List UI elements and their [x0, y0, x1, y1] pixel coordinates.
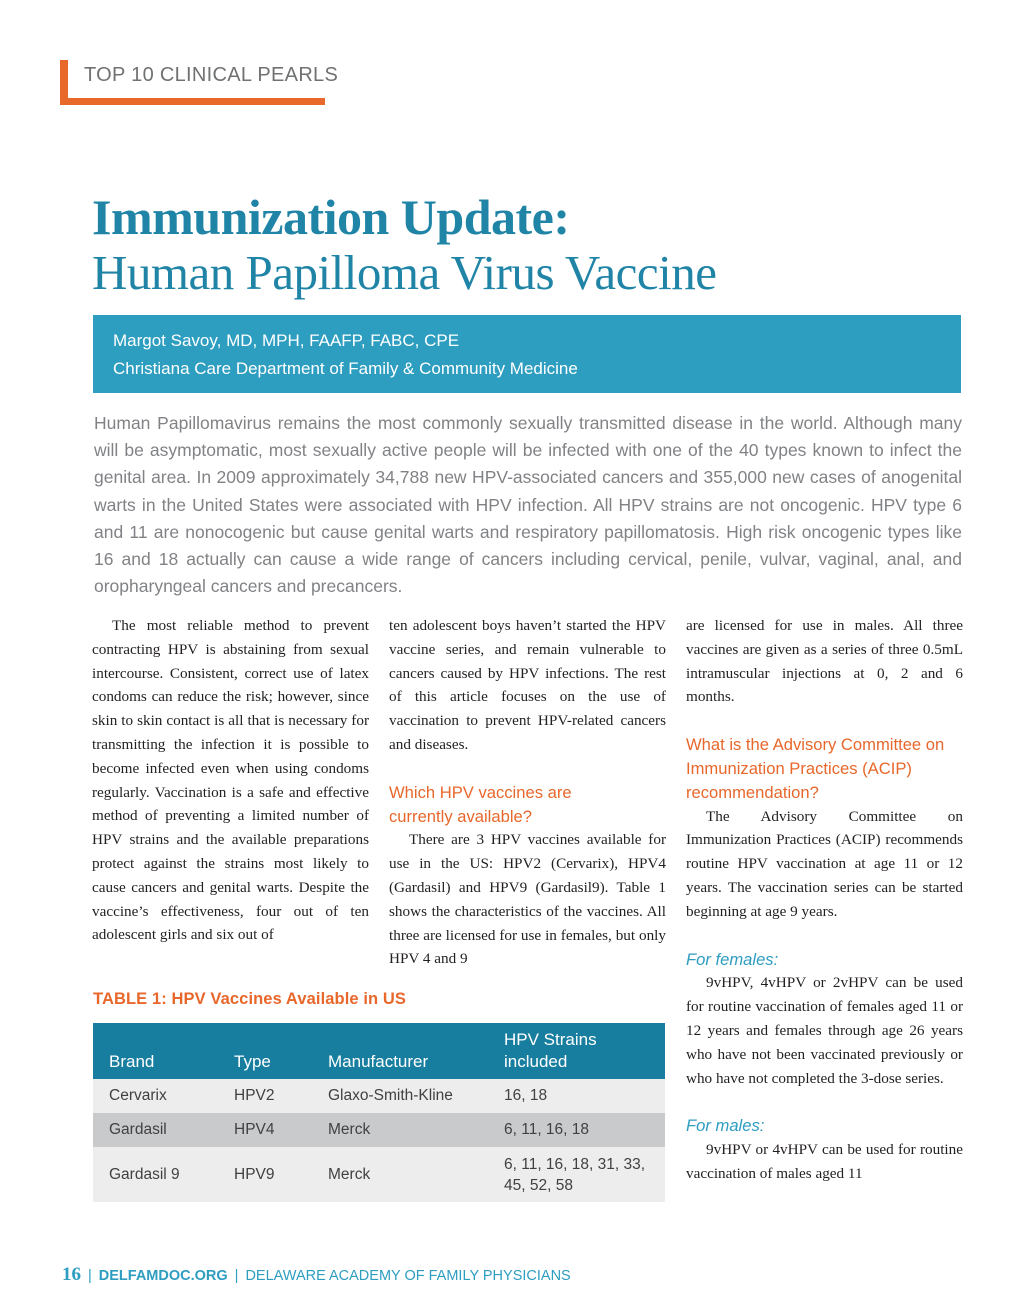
body-paragraph: The most reliable method to prevent contracting HPV is abstaining from sexual intercourse. Consistent, correct use of latex condoms can reduce the risk; however, since skin to skin contact is all that is necessary for transmitting the infection it is possible to become infected even when using condoms regularly. Vaccination is a safe and effective method of preventing a limited number of HPV strains and the available preparations protect against the strains most likely to cause cancers and genital warts. Despite the vaccine’s effectiveness, four out of ten adolescent girls and six out of: [92, 617, 369, 944]
article-subtitle: Human Papilloma Virus Vaccine: [92, 245, 717, 300]
table-cell: Glaxo-Smith-Kline: [328, 1087, 453, 1104]
footer-separator: |: [234, 1268, 239, 1284]
table-cell: HPV2: [234, 1087, 275, 1104]
spacer: [686, 924, 963, 948]
section-underline: [60, 98, 325, 105]
table-header-cell: Manufacturer: [328, 1052, 429, 1071]
table-title: TABLE 1: HPV Vaccines Available in US: [93, 990, 407, 1008]
section-label: TOP 10 CLINICAL PEARLS: [84, 64, 339, 86]
table-row: [93, 1147, 665, 1202]
body-column-2: [389, 614, 666, 971]
footer-site-link[interactable]: DELFAMDOC.ORG: [98, 1268, 228, 1284]
table-cell: Gardasil: [109, 1121, 167, 1138]
table-cell: Cervarix: [109, 1087, 167, 1104]
body-column-1: [92, 614, 369, 947]
table-row: [93, 1079, 665, 1113]
body-paragraph: There are 3 HPV vaccines available for use in the US: HPV2 (Cervarix), HPV4 (Gardasil) and HPV9 (Gardasil9). Table 1 shows the characteristics of the vaccines. All three are licensed for use in females, but only HPV 4 and 9: [389, 831, 666, 968]
subheading-males: For males:: [686, 1116, 765, 1136]
body-paragraph: 9vHPV, 4vHPV or 2vHPV can be used for routine vaccination of females aged 11 or 12 years and females through age 26 years who have not been vaccinated previously or who have not completed the 3-dose series.: [686, 974, 963, 1087]
page-number: 16: [62, 1264, 81, 1285]
body-paragraph: The Advisory Committee on Immunization Practices (ACIP) recommends routine HPV vaccination at age 11 or 12 years. The vaccination series can be started beginning at age 9 years.: [686, 807, 963, 920]
spacer: [389, 757, 666, 781]
author-banner: [93, 315, 961, 393]
intro-paragraph: Human Papillomavirus remains the most commonly sexually transmitted disease in the world. Although many will be asymptomatic, most sexually active people will be infected with one of the 40 types known to infect the genital area. In 2009 approximately 34,788 new HPV-associated cancers and 355,000 new cases of anogenital warts in the United States were associated with HPV infection. All HPV strains are not oncogenic. HPV type 6 and 11 are nonocogenic but cause genital warts and respiratory papillomatosis. High risk oncogenic types like 16 and 18 actually can cause a wide range of cancers including cervical, penile, vulvar, vaginal, anal, and oropharyngeal cancers and precancers.: [94, 413, 962, 597]
footer-separator: |: [88, 1268, 92, 1284]
body-column-3: [686, 614, 963, 1186]
table-cell: 6, 11, 16, 18: [504, 1121, 590, 1138]
table-cell: Gardasil 9: [109, 1166, 180, 1183]
table-header-cell: HPV Strains included: [504, 1030, 597, 1071]
table-cell: 16, 18: [504, 1087, 548, 1104]
author-department: Christiana Care Department of Family & Community Medicine: [113, 359, 578, 378]
table-header-row: [93, 1023, 665, 1079]
section-heading-vaccines: Which HPV vaccines are currently available?: [389, 782, 572, 826]
page-footer: [62, 1264, 571, 1286]
subheading-females: For females:: [686, 949, 779, 969]
table-cell: Merck: [328, 1166, 371, 1183]
body-paragraph: ten adolescent boys haven’t started the HPV vaccine series, and remain vulnerable to cancers caused by HPV infections. The rest of this article focuses on the use of vaccination to prevent HPV-related cancers and diseases.: [389, 617, 666, 753]
table-cell: Merck: [328, 1121, 371, 1138]
vaccine-table: [93, 1023, 665, 1202]
spacer: [686, 709, 963, 733]
table-row: [93, 1113, 665, 1147]
spacer: [686, 1090, 963, 1114]
footer-organization: DELAWARE ACADEMY OF FAMILY PHYSICIANS: [245, 1268, 571, 1284]
table-header-cell: Brand: [109, 1052, 155, 1071]
table-cell: HPV4: [234, 1121, 275, 1138]
table-cell: 6, 11, 16, 18, 31, 33, 45, 52, 58: [504, 1156, 646, 1194]
table-cell: HPV9: [234, 1166, 275, 1183]
body-paragraph: 9vHPV or 4vHPV can be used for routine vaccination of males aged 11: [686, 1141, 963, 1182]
section-heading-acip: What is the Advisory Committee on Immunization Practices (ACIP) recommendation?: [686, 735, 945, 802]
article-title: Immunization Update:: [92, 189, 570, 245]
table-header-cell: Type: [234, 1052, 271, 1071]
author-name: Margot Savoy, MD, MPH, FAAFP, FABC, CPE: [113, 331, 460, 350]
body-paragraph: are licensed for use in males. All three vaccines are given as a series of three 0.5mL intramuscular injections at 0, 2 and 6 months.: [686, 617, 963, 706]
